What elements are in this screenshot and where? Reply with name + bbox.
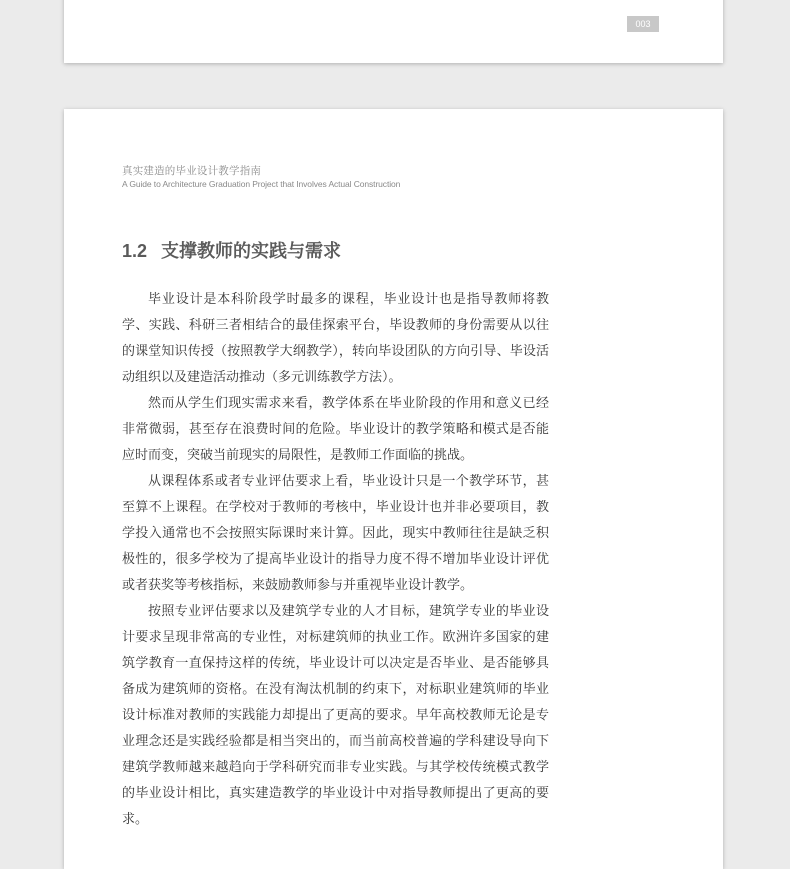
running-head — [122, 165, 400, 190]
paragraph: 然而从学生们现实需求来看，教学体系在毕业阶段的作用和意义已经非常微弱，甚至存在浪费时间的危险。毕业设计的教学策略和模式是否能应时而变，突破当前现实的局限性，是教师工作面临的挑战。 — [122, 396, 549, 463]
previous-page — [64, 0, 723, 63]
section-number: 1.2 — [122, 241, 148, 261]
section-title: 支撑教师的实践与需求 — [161, 241, 342, 262]
paragraph: 毕业设计是本科阶段学时最多的课程，毕业设计也是指导教师将教学、实践、科研三者相结合的最佳探索平台，毕设教师的身份需要从以往的课堂知识传授（按照教学大纲教学），转向毕设团队的方向引导、毕设活动组织以及建造活动推动（多元训练教学方法）。 — [122, 292, 549, 385]
running-head-title-en: A Guide to Architecture Graduation Project that Involves Actual Construction — [122, 179, 401, 189]
body-text — [122, 287, 549, 833]
page-number: 003 — [627, 16, 659, 32]
paragraph: 从课程体系或者专业评估要求上看，毕业设计只是一个教学环节，甚至算不上课程。在学校对于教师的考核中，毕业设计也并非必要项目，教学投入通常也不会按照实际课时来计算。因此，现实中教师往往是缺乏积极性的，很多学校为了提高毕业设计的指导力度不得不增加毕业设计评优或者获奖等考核指标，来鼓励教师参与并重视毕业设计教学。 — [122, 474, 549, 593]
current-page — [64, 109, 723, 869]
paragraph: 按照专业评估要求以及建筑学专业的人才目标，建筑学专业的毕业设计要求呈现非常高的专业性，对标建筑师的执业工作。欧洲许多国家的建筑学教育一直保持这样的传统，毕业设计可以决定是否毕业、是否能够具备成为建筑师的资格。在没有淘汰机制的约束下，对标职业建筑师的毕业设计标准对教师的实践能力却提出了更高的要求。早年高校教师无论是专业理念还是实践经验都是相当突出的，而当前高校普遍的学科建设导向下建筑学教师越来越趋向于学科研究而非专业实践。与其学校传统模式教学的毕业设计相比，真实建造教学的毕业设计中对指导教师提出了更高的要求。 — [122, 604, 549, 827]
section-heading — [122, 239, 341, 264]
running-head-title-cn: 真实建造的毕业设计教学指南 — [122, 165, 262, 177]
